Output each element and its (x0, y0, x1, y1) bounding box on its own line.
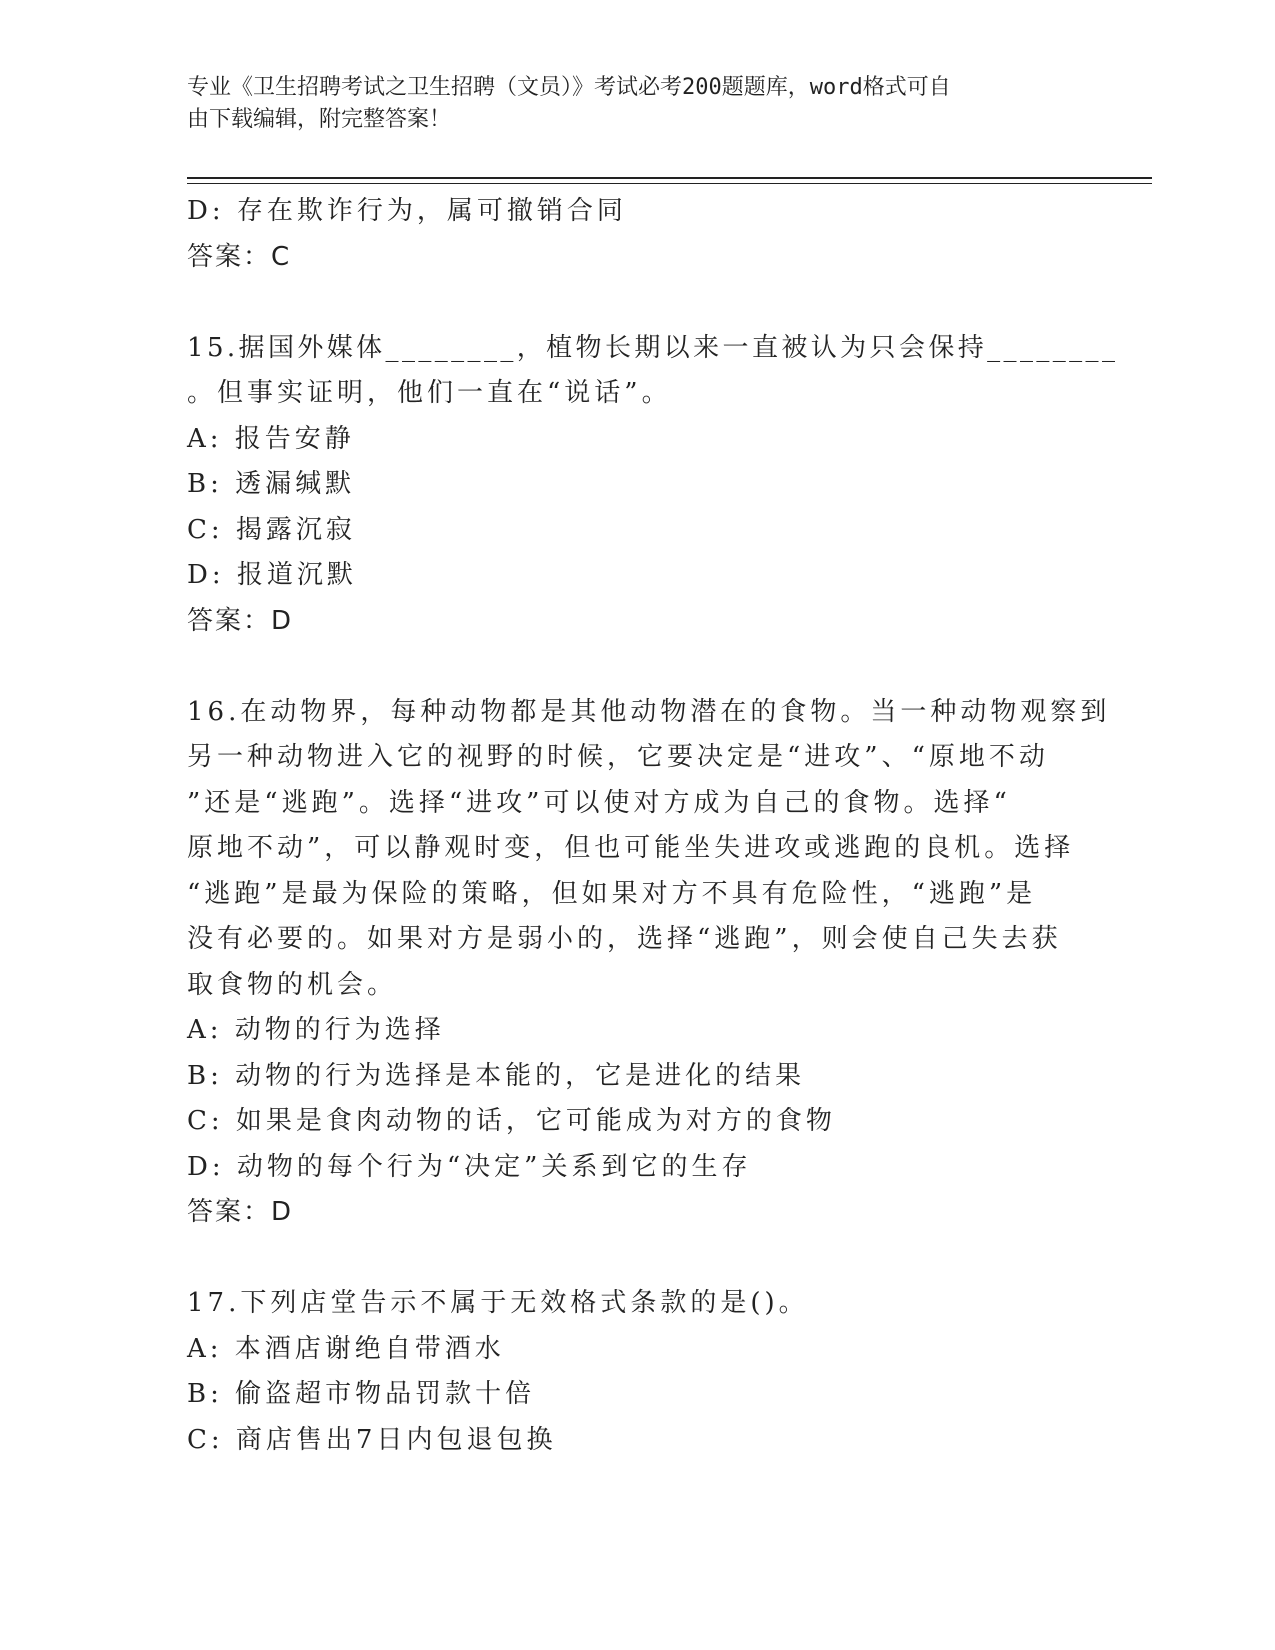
question-stem-line: “逃跑”是最为保险的策略，但如果对方不具有危险性，“逃跑”是 (187, 878, 1037, 909)
question-stem-line: 15.据国外媒体________，植物长期以来一直被认为只会保持________ (187, 332, 1119, 363)
question-stem-line: 原地不动”，可以静观时变，但也可能坐失进攻或逃跑的良机。选择 (187, 833, 1075, 863)
question-15 (187, 326, 1119, 645)
option-c: C: 如果是食肉动物的话，它可能成为对方的食物 (187, 1106, 836, 1136)
answer-line: 答案：D (187, 605, 294, 636)
spacer (187, 644, 1067, 690)
question-16 (187, 690, 1111, 1236)
answer-line: 答案：D (187, 1197, 294, 1227)
option-c: C: 揭露沉寂 (187, 514, 356, 545)
option-d: D: 动物的每个行为“决定”关系到它的生存 (187, 1151, 752, 1182)
option-d: D: 报道沉默 (187, 560, 357, 590)
question-14-tail (187, 189, 1067, 280)
header-rule-thin (187, 183, 1152, 184)
option-d: D: 存在欺诈行为，属可撤销合同 (187, 196, 627, 226)
question-stem-line: 17.下列店堂告示不属于无效格式条款的是()。 (187, 1288, 809, 1318)
option-b: B: 偷盗超市物品罚款十倍 (187, 1379, 536, 1409)
question-stem-line: 没有必要的。如果对方是弱小的，选择“逃跑”，则会使自己失去获 (187, 924, 1062, 954)
option-a: A: 本酒店谢绝自带酒水 (187, 1333, 505, 1364)
question-stem-line: 另一种动物进入它的视野的时候，它要决定是“进攻”、“原地不动 (187, 742, 1049, 772)
header-rule-thick (187, 177, 1152, 179)
page-header (187, 72, 1067, 136)
question-stem-line: ”还是“逃跑”。选择“进攻”可以使对方成为自己的食物。选择“ (187, 787, 1011, 818)
option-a: A: 动物的行为选择 (187, 1015, 445, 1045)
option-a: A: 报告安静 (187, 423, 355, 454)
document-body (187, 189, 1119, 1463)
answer-line: 答案：C (187, 241, 292, 272)
option-b: B: 动物的行为选择是本能的，它是进化的结果 (187, 1060, 806, 1091)
option-b: B: 透漏缄默 (187, 469, 356, 499)
spacer (187, 280, 1067, 326)
question-17 (187, 1281, 1067, 1463)
header-title-line-1: 专业《卫生招聘考试之卫生招聘（文员）》考试必考200题题库，word格式可自 (187, 75, 951, 100)
spacer (187, 1236, 1067, 1282)
question-stem-line: 取食物的机会。 (187, 969, 398, 1000)
question-stem-line: 。但事实证明，他们一直在“说话”。 (187, 378, 672, 408)
header-title-line-2: 由下载编辑，附完整答案！ (187, 107, 452, 132)
question-stem-line: 16.在动物界，每种动物都是其他动物潜在的食物。当一种动物观察到 (187, 696, 1111, 727)
option-c: C: 商店售出7日内包退包换 (187, 1424, 557, 1455)
